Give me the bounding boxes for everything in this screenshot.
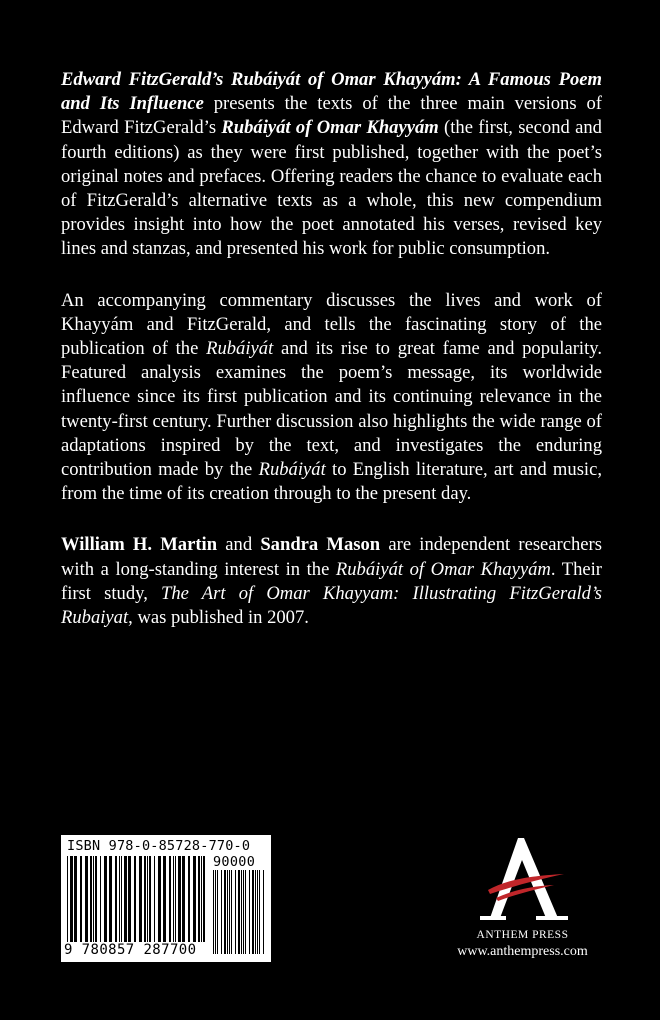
barcode-bar (235, 870, 236, 954)
barcode-bar (124, 856, 127, 942)
barcode-bar (178, 856, 181, 942)
barcode-bar (163, 856, 166, 942)
previous-book-title: The Art of Omar Khayyam: Illustrating FitzGerald’s Rubaiyat (61, 582, 602, 629)
barcode-bar (238, 870, 240, 954)
barcode-bar (169, 856, 171, 942)
ean-barcode-bars (67, 856, 206, 942)
barcode-bar (147, 856, 148, 942)
barcode-bar (109, 856, 112, 942)
barcode-bar (119, 856, 120, 942)
paragraph-text: . Their first study, (61, 558, 602, 604)
barcode-bar (115, 856, 117, 942)
description-paragraph (61, 68, 602, 262)
author-name: Sandra Mason (260, 534, 381, 556)
barcode-bar (175, 856, 176, 942)
barcode-bar (67, 856, 68, 942)
barcode-bar (227, 870, 228, 954)
barcode-bar (203, 856, 205, 942)
barcode-bar (221, 870, 222, 954)
barcode-bar (229, 870, 230, 954)
barcode-bar (188, 856, 190, 942)
barcode-bar (243, 870, 244, 954)
barcode-bar (241, 870, 242, 954)
paragraph-text: An accompanying commentary discusses the lives and work of Khayyám and FitzGerald, and tells the fascinating story of the publication of the (61, 289, 602, 360)
barcode-bar (201, 856, 202, 942)
publisher-website: www.anthempress.com (457, 944, 588, 959)
isbn-barcode (61, 835, 271, 962)
barcode-bar (139, 856, 142, 942)
blurb-text (61, 68, 602, 657)
barcode-bar (70, 856, 73, 942)
paragraph-text: are independent researchers with a long-standing interest in the (61, 534, 602, 580)
author-bio-paragraph (61, 533, 602, 630)
barcode-bar (252, 870, 254, 954)
poem-title: Rubáiyát of Omar Khayyám (335, 558, 551, 580)
barcode-bar (259, 870, 260, 954)
barcode-bar (255, 870, 256, 954)
paragraph-text: and its rise to great fame and popularity. Featured analysis examines the poem’s message, its worldwide influence since its first publication and its continuing relevance in the twenty-first century. Further discussion also highlights the wide range of adaptations inspired by the text, and investigates the enduring contribution made by the (61, 338, 602, 481)
barcode-bar (121, 856, 122, 942)
ean-digits: 9 780857 287700 (64, 942, 197, 958)
poem-title: Rubáiyát of Omar Khayyám (221, 117, 439, 139)
barcode-bar (213, 870, 214, 954)
barcode-bar (90, 856, 92, 942)
paragraph-text: to English literature, art and music, from the time of its creation through to the present day. (61, 459, 602, 505)
barcode-bar (100, 856, 101, 942)
poem-title: Rubáiyát (206, 338, 274, 360)
barcode-bar (158, 856, 161, 942)
barcode-bar (134, 856, 136, 942)
barcode-bar (80, 856, 82, 942)
barcode-bar (128, 856, 131, 942)
barcode-bar (182, 856, 185, 942)
paragraph-text: presents the texts of the three main versions of Edward FitzGerald’s (61, 93, 603, 139)
barcode-bar (257, 870, 258, 954)
barcode-bar (173, 856, 174, 942)
poem-title: Rubáiyát (258, 459, 326, 481)
barcode-bar (245, 870, 246, 954)
commentary-paragraph (61, 289, 602, 507)
barcode-bar (215, 870, 216, 954)
barcode-bar (154, 856, 155, 942)
barcode-bar (95, 856, 97, 942)
barcode-bar (217, 870, 218, 954)
price-code: 90000 (213, 854, 256, 870)
paragraph-text: , was published in 2007. (128, 607, 309, 629)
barcode-bar (231, 870, 232, 954)
anthem-logo-icon (466, 836, 578, 926)
barcode-bar (149, 856, 151, 942)
barcode-bar (74, 856, 77, 942)
author-name: William H. Martin (61, 534, 218, 556)
publisher-name: ANTHEM PRESS (476, 929, 569, 941)
barcode-bar (193, 856, 196, 942)
publisher-logo-block (440, 836, 605, 966)
price-barcode-bars (213, 870, 265, 954)
barcode-bar (224, 870, 226, 954)
paragraph-text: and (217, 534, 261, 556)
paragraph-text: (the first, second and fourth editions) as they were first published, together with the poet’s original notes and prefaces. Offering readers the chance to evaluate each of FitzGerald’s alternative texts as a whole, this new compendium provides insight into how the poet annotated his verses, revised key lines and stanzas, and presented his work for public consumption. (61, 117, 602, 260)
barcode-bar (104, 856, 107, 942)
barcode-bar (85, 856, 88, 942)
barcode-bar (93, 856, 94, 942)
isbn-number: ISBN 978-0-85728-770-0 (67, 838, 251, 854)
barcode-bar (198, 856, 200, 942)
barcode-bar (144, 856, 146, 942)
barcode-bar (263, 870, 264, 954)
barcode-bar (249, 870, 250, 954)
book-title: Edward FitzGerald’s Rubáiyát of Omar Khayyám: A Famous Poem and Its Influence (61, 69, 602, 115)
